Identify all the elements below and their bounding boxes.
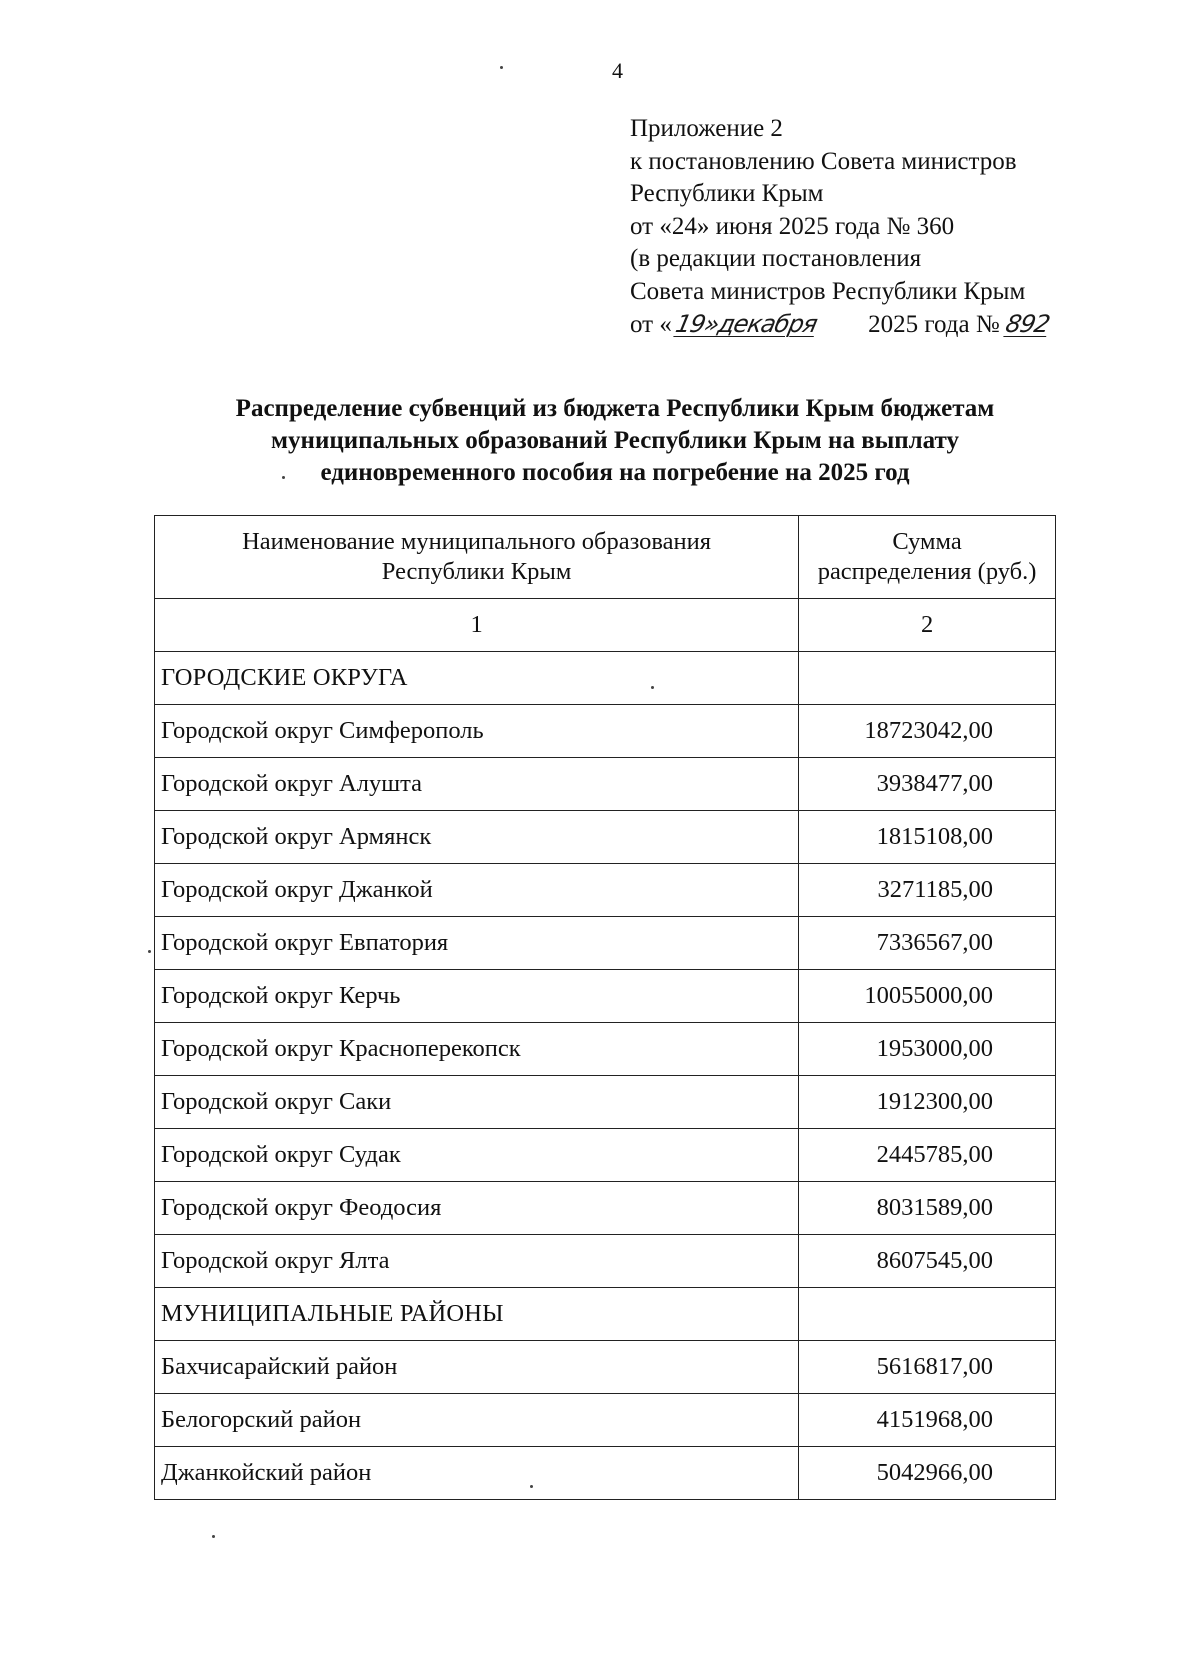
page-number: 4 bbox=[612, 58, 623, 83]
row-sum: 4151968,00 bbox=[799, 1394, 1056, 1447]
table-row bbox=[155, 864, 1056, 917]
table-row bbox=[155, 1182, 1056, 1235]
header-sum-line-1: Сумма bbox=[892, 528, 962, 555]
row-name: Джанкойский район bbox=[155, 1447, 799, 1500]
sign-prefix: от « bbox=[630, 311, 672, 338]
column-index-row bbox=[155, 599, 1056, 652]
row-name: Городской округ Симферополь bbox=[155, 705, 799, 758]
table-row bbox=[155, 1076, 1056, 1129]
appendix-line: (в редакции постановления bbox=[630, 245, 922, 272]
appendix-line: к постановлению Совета министров bbox=[630, 147, 1017, 175]
row-name: Белогорский район bbox=[155, 1394, 799, 1447]
table-row bbox=[155, 1023, 1056, 1076]
table-row bbox=[155, 1447, 1056, 1500]
row-sum: 1912300,00 bbox=[799, 1076, 1056, 1129]
title-line-2: муниципальных образований Республики Крым на выплату bbox=[271, 427, 959, 454]
scan-speck bbox=[651, 686, 654, 689]
scan-speck bbox=[148, 950, 151, 953]
row-name: Городской округ Джанкой bbox=[155, 864, 799, 917]
empty-cell bbox=[799, 652, 1056, 705]
title-line-3: единовременного пособия на погребение на 2025 год bbox=[320, 459, 910, 486]
header-sum-cell bbox=[799, 516, 1056, 599]
table-row bbox=[155, 970, 1056, 1023]
scan-speck bbox=[530, 1485, 533, 1488]
row-sum: 5042966,00 bbox=[799, 1447, 1056, 1500]
row-sum: 1953000,00 bbox=[799, 1023, 1056, 1076]
appendix-line: Совета министров Республики Крым bbox=[630, 277, 1026, 305]
row-name: Городской округ Красноперекопск bbox=[155, 1023, 799, 1076]
appendix-line: Приложение 2 bbox=[630, 115, 783, 142]
row-name: Городской округ Судак bbox=[155, 1129, 799, 1182]
scan-speck bbox=[282, 476, 285, 479]
row-sum: 18723042,00 bbox=[799, 705, 1056, 758]
header-name-line-1: Наименование муниципального образования bbox=[242, 528, 712, 555]
table-row bbox=[155, 917, 1056, 970]
handwritten-date: 19»декабря bbox=[672, 310, 820, 338]
amendment-date-line bbox=[630, 308, 1066, 342]
table-row bbox=[155, 1394, 1056, 1447]
row-name: Бахчисарайский район bbox=[155, 1341, 799, 1394]
title-line-1: Распределение субвенций из бюджета Республики Крым бюджетам bbox=[235, 395, 995, 422]
row-name: Городской округ Керчь bbox=[155, 970, 799, 1023]
row-sum: 8031589,00 bbox=[799, 1182, 1056, 1235]
row-name: Городской округ Армянск bbox=[155, 811, 799, 864]
row-name: Городской округ Саки bbox=[155, 1076, 799, 1129]
row-name: Городской округ Алушта bbox=[155, 758, 799, 811]
row-sum: 1815108,00 bbox=[799, 811, 1056, 864]
row-sum: 10055000,00 bbox=[799, 970, 1056, 1023]
table-header-row bbox=[155, 516, 1056, 599]
document-title bbox=[150, 393, 1080, 489]
table-row bbox=[155, 758, 1056, 811]
table-row bbox=[155, 1341, 1056, 1394]
row-sum: 7336567,00 bbox=[799, 917, 1056, 970]
header-name-cell bbox=[155, 516, 799, 599]
appendix-line: Республики Крым bbox=[630, 180, 824, 207]
appendix-line: от «24» июня 2025 года № 360 bbox=[630, 212, 955, 240]
table-row bbox=[155, 705, 1056, 758]
table-row bbox=[155, 811, 1056, 864]
section-row-urban bbox=[155, 652, 1056, 705]
row-name: Городской округ Ялта bbox=[155, 1235, 799, 1288]
header-name-line-2: Республики Крым bbox=[381, 558, 572, 585]
handwritten-number: 892 bbox=[1003, 310, 1052, 338]
section-title: МУНИЦИПАЛЬНЫЕ РАЙОНЫ bbox=[155, 1288, 799, 1341]
row-sum: 8607545,00 bbox=[799, 1235, 1056, 1288]
appendix-header bbox=[630, 113, 1066, 342]
scan-speck bbox=[212, 1535, 215, 1538]
distribution-table bbox=[154, 515, 1056, 1500]
scan-speck bbox=[500, 66, 503, 69]
header-sum-line-2: распределения (руб.) bbox=[817, 558, 1037, 585]
section-row-districts bbox=[155, 1288, 1056, 1341]
row-sum: 3271185,00 bbox=[799, 864, 1056, 917]
column-index-2: 2 bbox=[799, 599, 1056, 652]
row-sum: 2445785,00 bbox=[799, 1129, 1056, 1182]
row-name: Городской округ Феодосия bbox=[155, 1182, 799, 1235]
sign-mid: 2025 года № bbox=[861, 311, 1006, 338]
table-row bbox=[155, 1129, 1056, 1182]
table-row bbox=[155, 1235, 1056, 1288]
column-index-1: 1 bbox=[155, 599, 799, 652]
row-name: Городской округ Евпатория bbox=[155, 917, 799, 970]
section-title: ГОРОДСКИЕ ОКРУГА bbox=[155, 652, 799, 705]
row-sum: 3938477,00 bbox=[799, 758, 1056, 811]
row-sum: 5616817,00 bbox=[799, 1341, 1056, 1394]
empty-cell bbox=[799, 1288, 1056, 1341]
